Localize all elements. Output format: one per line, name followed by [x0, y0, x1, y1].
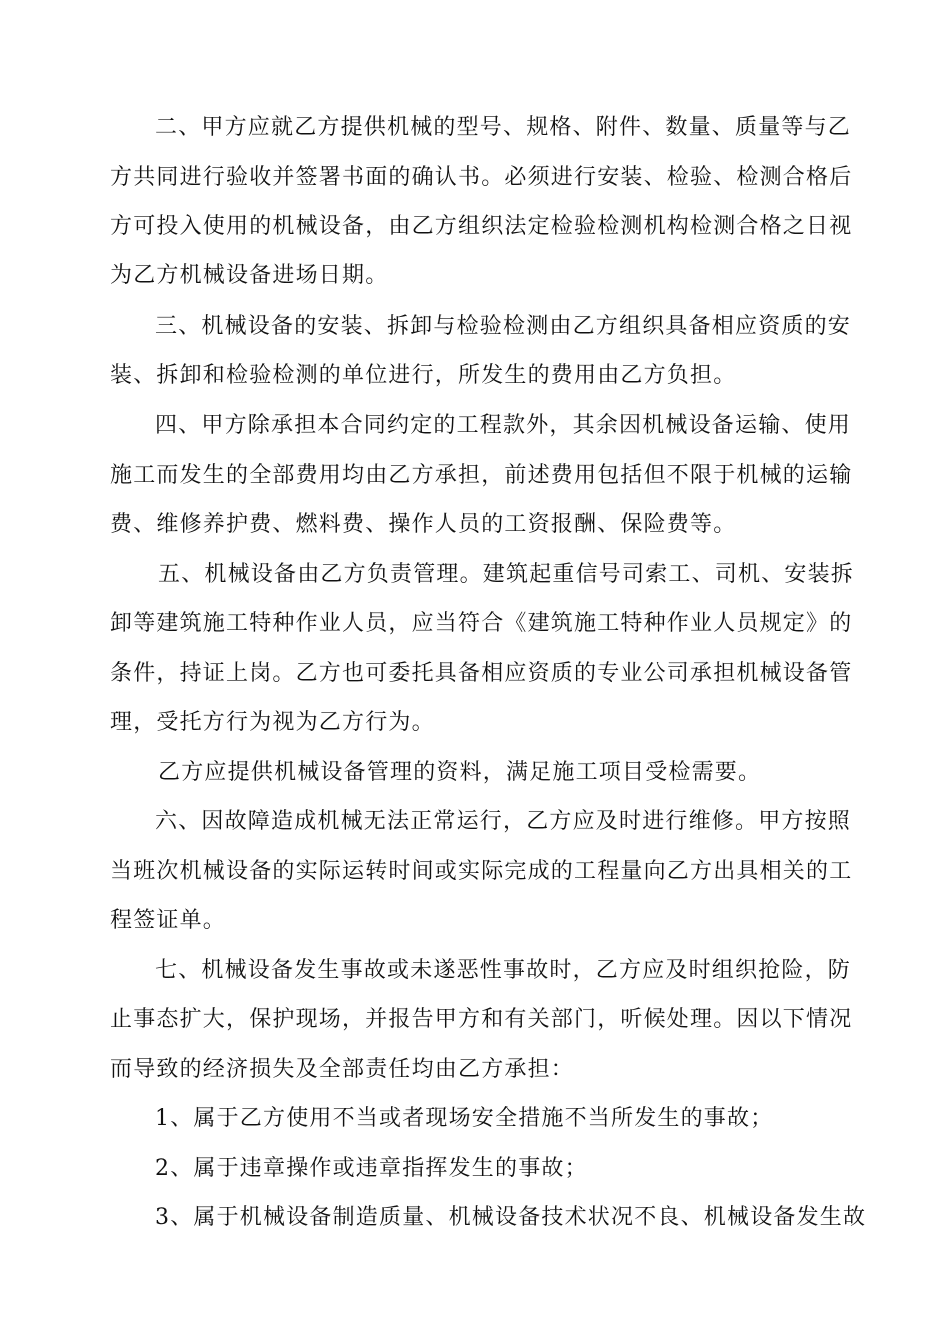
- text-line: 施工而发生的全部费用均由乙方承担，前述费用包括但不限于机械的运输: [110, 463, 853, 488]
- text-line: 方可投入使用的机械设备，由乙方组织法定检验检测机构检测合格之日视: [110, 214, 853, 239]
- text-line: 理，受托方行为视为乙方行为。: [110, 710, 435, 735]
- text-line: 止事态扩大，保护现场，并报告甲方和有关部门，听候处理。因以下情况: [110, 1007, 853, 1032]
- text-line: 五、机械设备由乙方负责管理。建筑起重信号司索工、司机、安装拆: [158, 562, 855, 587]
- text-line: 程签证单。: [110, 908, 227, 933]
- text-line: 方共同进行验收并签署书面的确认书。必须进行安装、检验、检测合格后: [110, 165, 853, 190]
- text-line: 为乙方机械设备进场日期。: [110, 263, 389, 288]
- text-line: 条件，持证上岗。乙方也可委托具备相应资质的专业公司承担机械设备管: [110, 661, 853, 686]
- text-line: 二、甲方应就乙方提供机械的型号、规格、附件、数量、质量等与乙: [155, 115, 852, 140]
- text-line: 三、机械设备的安装、拆卸与检验检测由乙方组织具备相应资质的安: [155, 314, 852, 339]
- text-line: 1、属于乙方使用不当或者现场安全措施不当所发生的事故；: [155, 1106, 774, 1131]
- text-line: 而导致的经济损失及全部责任均由乙方承担：: [110, 1057, 575, 1082]
- text-line: 六、因故障造成机械无法正常运行，乙方应及时进行维修。甲方按照: [155, 809, 852, 834]
- text-line: 七、机械设备发生事故或未遂恶性事故时，乙方应及时组织抢险，防: [155, 958, 852, 983]
- text-line: 卸等建筑施工特种作业人员，应当符合《建筑施工特种作业人员规定》的: [110, 611, 853, 636]
- text-line: 装、拆卸和检验检测的单位进行，所发生的费用由乙方负担。: [110, 363, 737, 388]
- text-line: 3、属于机械设备制造质量、机械设备技术状况不良、机械设备发生故: [155, 1205, 867, 1230]
- text-line: 乙方应提供机械设备管理的资料，满足施工项目受检需要。: [158, 760, 762, 785]
- text-line: 当班次机械设备的实际运转时间或实际完成的工程量向乙方出具相关的工: [110, 859, 853, 884]
- text-line: 费、维修养护费、燃料费、操作人员的工资报酬、保险费等。: [110, 512, 737, 537]
- text-line: 四、甲方除承担本合同约定的工程款外，其余因机械设备运输、使用: [155, 413, 852, 438]
- text-line: 2、属于违章操作或违章指挥发生的事故；: [155, 1156, 588, 1181]
